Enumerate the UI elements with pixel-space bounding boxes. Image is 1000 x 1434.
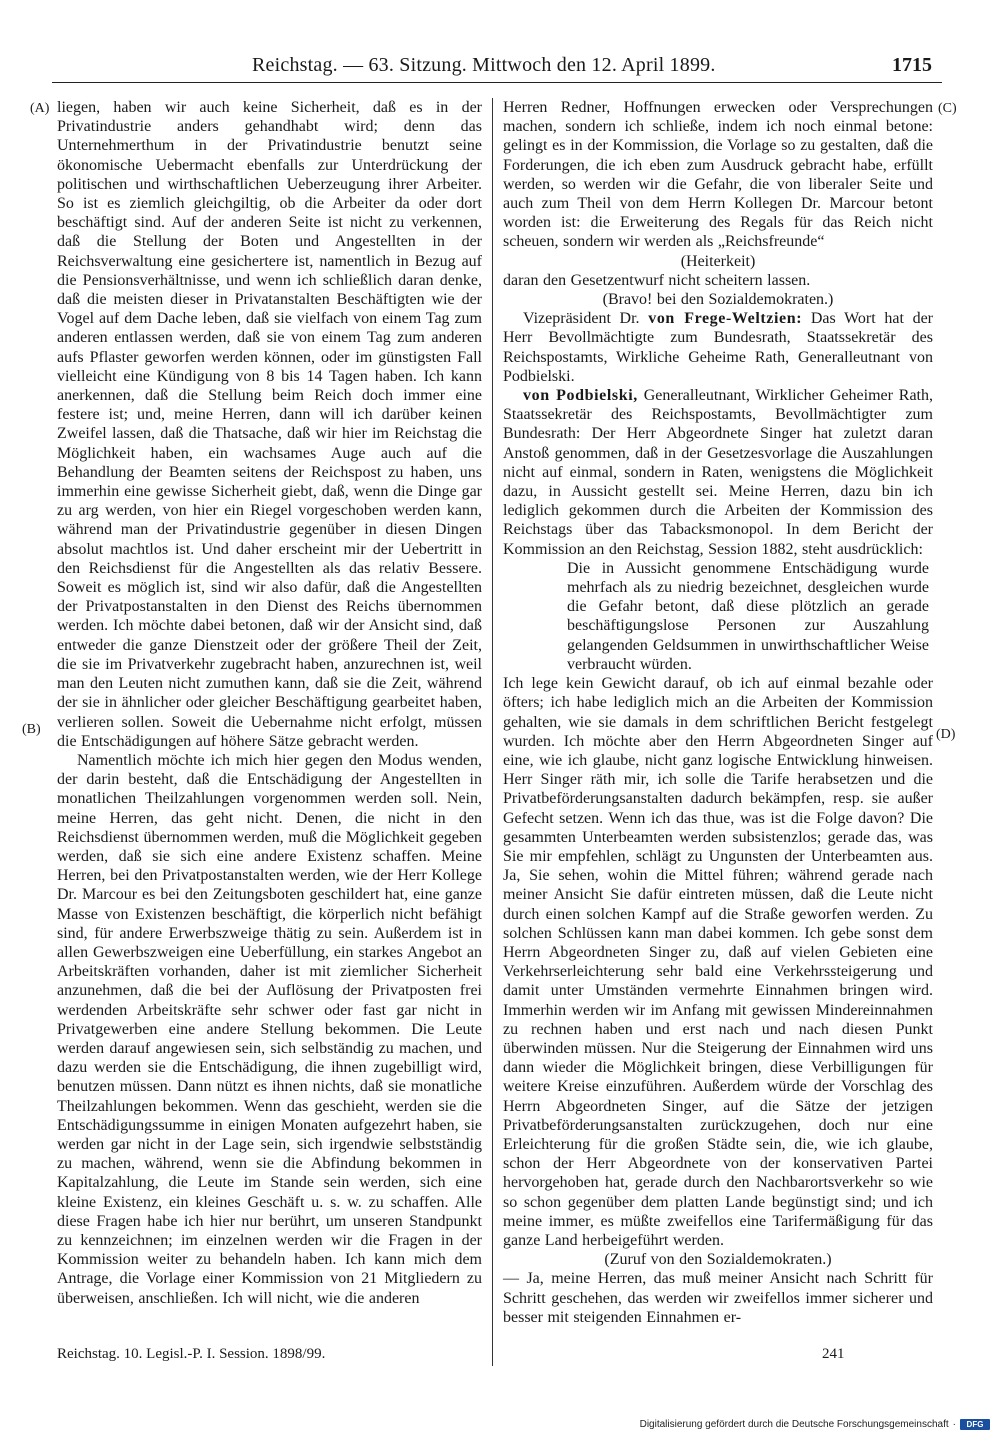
left-paragraph-1: liegen, haben wir auch keine Sicherheit, daß es in der Privatindustrie anders gehandhabt wird; denn das Unternehmerthum in der Privatindustrie benutzt seine ökonomische Uebermacht ebenfalls zur Unterdrückung der politischen und wirthschaftlichen Ueberzeugung ihrer Arbeiter. So ist es ziemlich gleichgiltig, ob die Arbeiter da oder dort beschäftigt sind. Auf der anderen Seite ist nicht zu verkennen, daß die Stellung der Boten und Angestellten in der Reichsverwaltung eine gesichertere ist, namentlich in Bezug auf die Pensionsverhältnisse, und wenn ich schließlich daran denke, daß die meisten dieser in Privatanstalten Beschäftigten wie der Vogel auf dem Dache leben, daß sie vielfach von einem Tag zum anderen entlassen werden, daß sie von einem Tag zum anderen aufs Pflaster geworfen werden können, oder im günstigsten Fall vielleicht eine Kündigung von 8 bis 14 Tagen haben. Ich kann anerkennen, daß die Stellung beim Reich doch immer eine festere ist; und, meine Herren, dann will ich darüber keinen Zweifel lassen, daß die Thatsache, daß wir hier im Reichstag die Möglichkeit haben, ein wachsames Auge auch auf die Behandlung der Beamten seitens der Reichspost zu haben, uns immerhin eine gewisse Sicherheit giebt, daß, wenn die Dinge gar zu arg werden, von hier ein Riegel vorgeschoben werden kann, während man der Privatindustrie gegenüber in diesen Dingen absolut machtlos ist. Und daher erscheint mir der Uebertritt in den Reichsdienst für die Angestellten als das relativ Bessere. Soweit es möglich ist, sind wir also dafür, daß die Angestellten der Privatpostanstalten in den Dienst des Reichs übernommen werden. Ich möchte dabei betonen, daß wir der Ansicht sind, daß entweder die ganze Dienstzeit oder der größere Theil der Zeit, die sie im Privatverkehr zugebracht haben, anzurechnen ist, weil man den Leuten nicht zumuthen kann, daß sie die Zeit, während der sie in ähnlicher oder gleicher Beschäftigung gearbeitet haben, verlieren sollen. Soweit die Uebernahme nicht erfolgt, müssen die Entschädigungen auf höhere Sätze gebracht werden.: [57, 99, 482, 750]
digitization-text: Digitalisierung gefördert durch die Deutsche Forschungsgemeinschaft: [639, 1419, 949, 1430]
digitization-credit: [640, 1419, 990, 1430]
right-paragraph-3: Ich lege kein Gewicht darauf, ob ich auf einmal bezahle oder öfters; ich habe lediglich mich an die Arbeiten der Kommission gehalten, wie sie damals in dem schriftlichen Bericht festgelegt wurden. Ich möchte aber den Herrn Abgeordneten Singer auf eine, wie ich glaube, nicht ganz logische Entwicklung hinweisen. Herr Singer räth mir, ich solle die Tarife herabsetzen und die Privatbeförderungsanstalten dadurch bekämpfen, resp. sie außer Gefecht setzen. Wenn ich das thue, was ist die Folge davon? Die gesammten Unterbeamten werden subsistenzlos; gerade das, was Sie mir empfehlen, schlägt zu Ungunsten der Unterbeamten aus. Ja, Sie sehen, wohin die Mittel führen; während gerade nach meiner Ansicht Sie dafür eintreten müssen, daß die Leute nicht durch einen solchen Kampf auf die Straße geworfen werden. Zu solchen Schlüssen kann man dabei kommen. Ich gebe sonst dem Herrn Abgeordneten Singer zu, daß auf vielen Gebieten eine Verkehrserleichterung sehr bald eine Verkehrssteigerung und damit unter Umständen vermehrte Einnahmen bringen wird. Immerhin werden wir im Anfang mit gewissen Mindereinnahmen zu rechnen haben und erst nach und nach diesen Punkt überwinden müssen. Nur die Steigerung der Einnahmen wird uns dann wieder die Möglichkeit bringen, diese Verbilligungen für weitere Kreise einzuführen. Außerdem würde der Vorschlag des Herrn Abgeordneten Singer, auf die Sätze der jetzigen Privatbeförderungsanstalten zurückzugehen, doch nur eine Erleichterung für die großen Städte sein, die, wie ich glaube, schon der Herr Abgeordnete von der konservativen Partei hervorgehoben hat, gerade durch den Nachbarortsverkehr so wie so schon gegenüber dem platten Lande begünstigt sind; und ich meine immer, es müßte zweifellos eine Tarifermäßigung für das ganze Land herbeigeführt werden.: [503, 675, 933, 1249]
vice-president-speech: [503, 309, 933, 386]
right-column: [503, 98, 933, 1327]
right-paragraph-1: Herren Redner, Hoffnungen erwecken oder Versprechungen machen, sondern ich schließe, indem ich noch einmal betone: gelingt es in der Kommission, die Vorlage so zu gestalten, daß die Forderungen, die ich eben zum Ausdruck gebracht habe, erfüllt werden, so werden wir die Gefahr, die von liberaler Seite und auch zum Theil von dem Herrn Kollegen Dr. Marcour betont worden ist: die Erweiterung des Regals für das Reich nicht scheuen, sondern wir werden als „Reichsfreunde“: [503, 99, 933, 251]
margin-mark-b: (B): [22, 722, 41, 737]
interjection-zuruf: (Zuruf von den Sozialdemokraten.): [604, 1251, 832, 1269]
left-column: [57, 98, 482, 1308]
block-quote: Die in Aussicht genommene Entschädigung wurde mehrfach als zu niedrig bezeichnet, desgleichen wurde die Gefahr betont, daß diese plötzlich an gerade beschäftigungslose Personen zur Auszahlung gelangenden Geldsummen in unwirthschaftlicher Weise verbraucht würden.: [567, 559, 929, 673]
margin-mark-a: (A): [30, 101, 50, 116]
footer-sheet-number: 241: [822, 1346, 845, 1362]
interjection-heiterkeit: (Heiterkeit): [680, 252, 756, 270]
page-number: 1715: [892, 54, 932, 76]
podbielski-text: Generalleutnant, Wirklicher Geheimer Rath, Staatssekretär des Reichspostamts, Bevollmächtigter zum Bundesrath: Der Herr Abgeordnete Singer hat zuletzt daran Anstoß genommen, daß in der Gesetzesvorlage die Auszahlungen nicht auf einmal, sondern in Raten, wenigstens die Möglichkeit dazu, in Aussicht gestellt sei. Meine Herren, dazu bin ich lediglich gekommen durch die Arbeiten der Kommission des Reichstags über das Tabacksmonopol. In dem Bericht der Kommission an den Reichstag, Session 1882, steht ausdrücklich:: [503, 387, 933, 558]
dfg-logo-icon: DFG: [960, 1419, 990, 1430]
podbielski-name: von Podbielski,: [523, 387, 638, 405]
page-header: [52, 46, 942, 84]
vice-president-name: von Frege-Weltzien:: [648, 310, 803, 328]
footer-session-info: Reichstag. 10. Legisl.-P. I. Session. 1898/99.: [57, 1346, 326, 1362]
header-rule: [52, 82, 942, 83]
separator-dot: ·: [952, 1419, 956, 1430]
left-paragraph-2: Namentlich möchte ich mich hier gegen den Modus wenden, der darin besteht, daß die Entschädigung der Angestellten in monatlichen Theilzahlungen vorgenommen werden soll. Nein, meine Herren, das geht nicht. Denen, die nicht in den Reichsdienst übernommen werden, muß die Möglichkeit gegeben werden, daß sie sich eine andere Existenz schaffen. Meine Herren, bei den Privatpostanstalten werden, wie der Herr Kollege Dr. Marcour es bei den Zeitungsboten geschildert hat, eine ganze Masse von Existenzen beschäftigt, die körperlich nicht befähigt sind, für andere Erwerbszweige thätig zu sein. Außerdem ist in allen Gewerbszweigen eine Ueberfüllung, ein starkes Angebot an Arbeitskräften vorhanden, daher ist mit ziemlicher Sicherheit anzunehmen, daß die bei der Auflösung der Privatposten frei werdenden Arbeitskräfte sehr schwer oder fast gar nicht in Privatgewerben eine andere Stellung bekommen. Die Leute werden darauf angewiesen sein, sich selbständig zu machen, und dazu werden sie die Entschädigung, die ihnen zugebilligt wird, benutzen müssen. Dann nützt es ihnen nichts, daß sie monatliche Theilzahlungen bekommen. Wenn das geschieht, werden sie die Entschädigungssumme in einigen Monaten aufgezehrt haben, sie werden gar nicht in der Lage sein, sich irgendwie selbstständig zu machen, während, wenn sie die Abfindung bekommen in Kapitalzahlung, die Leute im Stande sein werden, sich eine kleine Existenz, ein kleines Geschäft u. s. w. zu schaffen. Alle diese Fragen habe ich hier nur berührt, um unseren Standpunkt zu kennzeichnen; im einzelnen werden wir die Fragen in der Kommission weiter zu behandeln haben. Ich kann mich dem Antrage, die Vorlage einer Kommission von 21 Mitgliedern zu überweisen, anschließen. Ich will nicht, wie die anderen: [57, 751, 482, 1307]
margin-mark-d: (D): [936, 727, 956, 742]
vice-president-title: Vizepräsident Dr.: [523, 310, 640, 328]
column-divider: [492, 98, 493, 1366]
running-title: Reichstag. — 63. Sitzung. Mittwoch den 12. April 1899.: [252, 54, 716, 76]
podbielski-speech: [503, 386, 933, 559]
interjection-bravo: (Bravo! bei den Sozialdemokraten.): [602, 291, 834, 309]
right-paragraph-4: — Ja, meine Herren, das muß meiner Ansicht nach Schritt für Schritt geschehen, das werden wir zweifellos immer sicherer und besser mit steigenden Einnahmen er-: [503, 1270, 933, 1326]
right-paragraph-2: daran den Gesetzentwurf nicht scheitern lassen.: [503, 271, 811, 289]
margin-mark-c: (C): [938, 101, 957, 116]
vice-president-text: Das Wort hat der Herr Bevollmächtigte zum Bundesrath, Staatssekretär des Reichspostamts, Wirkliche Geheime Rath, Generalleutnant von Podbielski.: [503, 310, 934, 385]
